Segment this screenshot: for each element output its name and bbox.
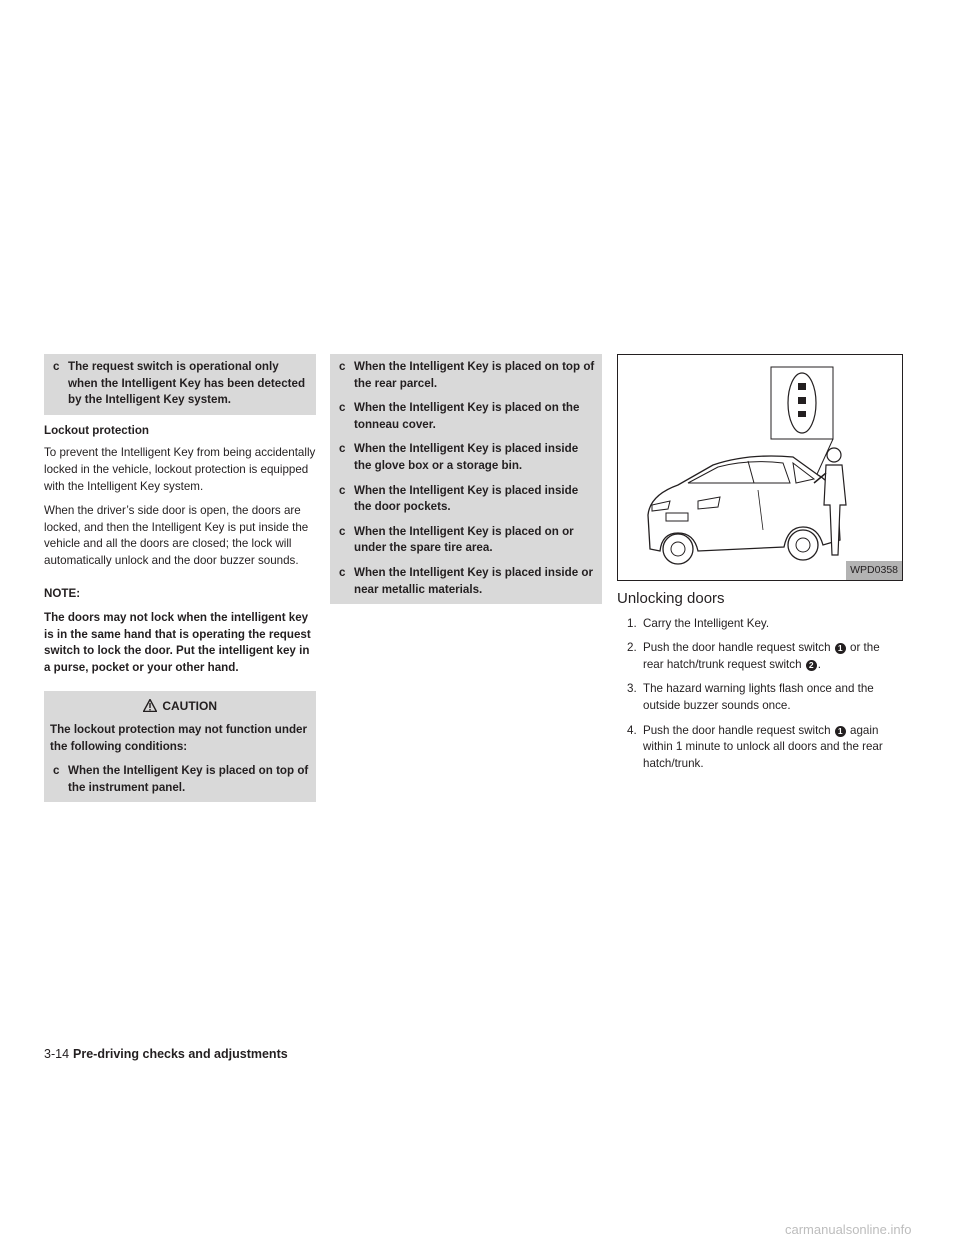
column-middle bbox=[330, 354, 602, 604]
bullet-mark: c bbox=[339, 524, 346, 538]
bullet-item bbox=[336, 400, 596, 433]
figure-label: WPD0358 bbox=[846, 561, 902, 580]
step-text: Carry the Intelligent Key. bbox=[643, 616, 770, 630]
page-footer bbox=[44, 1047, 288, 1061]
step-item bbox=[617, 681, 903, 714]
watermark: carmanualsonline.info bbox=[785, 1222, 912, 1237]
bullet-text: The request switch is operational only when the Intelligent Key has been detected by the Intelligent Key system. bbox=[68, 360, 306, 407]
callout-2-icon: 2 bbox=[806, 660, 817, 671]
caution-intro: The lockout protection may not function under the following conditions: bbox=[50, 723, 307, 753]
lockout-paragraph-1: To prevent the Intelligent Key from being accidentally locked in the vehicle, lockout protection is equipped with the Intelligent Key system. bbox=[44, 446, 316, 493]
bullet-text: When the Intelligent Key is placed on top of the instrument panel. bbox=[68, 764, 309, 794]
note-title: NOTE: bbox=[44, 586, 81, 600]
lockout-paragraph-2: When the driver’s side door is open, the doors are locked, and then the Intelligent Key is put inside the vehicle and all the doors are closed; the lock will automatically unlock and the door buzzer sounds. bbox=[44, 504, 309, 567]
bullet-text: When the Intelligent Key is placed on top of the rear parcel. bbox=[354, 360, 595, 390]
step-item bbox=[617, 616, 903, 633]
request-switch-note bbox=[44, 354, 316, 415]
step-text: again within 1 minute to unlock all doors and the rear hatch/trunk. bbox=[643, 723, 883, 770]
bullet-text: When the Intelligent Key is placed inside the glove box or a storage bin. bbox=[354, 442, 579, 472]
bullet-mark: c bbox=[53, 360, 60, 373]
bullet-mark: c bbox=[339, 401, 346, 415]
step-number: 1. bbox=[627, 616, 637, 630]
callout-1-icon: 1 bbox=[835, 726, 846, 737]
bullet-mark: c bbox=[339, 442, 346, 456]
lockout-heading: Lockout protection bbox=[44, 423, 149, 437]
bullet-item bbox=[336, 524, 596, 557]
car-illustration bbox=[618, 355, 902, 580]
bullet-text: When the Intelligent Key is placed on or under the spare tire area. bbox=[354, 524, 574, 555]
bullet-item bbox=[336, 441, 596, 474]
bullet-mark: c bbox=[53, 764, 60, 778]
step-text: Push the door handle request switch bbox=[643, 641, 831, 655]
column-left bbox=[44, 354, 316, 802]
caution-box bbox=[44, 691, 316, 803]
callout-1-icon: 1 bbox=[835, 643, 846, 654]
caution-header bbox=[50, 696, 310, 723]
step-item bbox=[617, 640, 903, 673]
note-body: The doors may not lock when the intelligent key is in the same hand that is operating the request switch to lock the door. Put the intelligent key in a purse, pocket or your other hand. bbox=[44, 611, 311, 674]
bullet-item bbox=[336, 565, 596, 598]
bullet-item bbox=[50, 763, 310, 796]
page-number: 3-14 bbox=[44, 1047, 70, 1061]
bullet-mark: c bbox=[339, 483, 346, 497]
caution-continued-box bbox=[330, 354, 602, 604]
figure-car-unlock bbox=[617, 354, 903, 581]
section-title: Unlocking doors bbox=[617, 590, 725, 607]
footer-section-title: Pre-driving checks and adjustments bbox=[73, 1047, 288, 1061]
bullet-mark: c bbox=[339, 565, 346, 579]
bullet-item bbox=[336, 483, 596, 516]
bullet-item bbox=[336, 359, 596, 392]
caution-title: CAUTION bbox=[162, 698, 217, 713]
unlock-steps bbox=[617, 616, 903, 773]
bullet-text: When the Intelligent Key is placed on the tonneau cover. bbox=[354, 401, 580, 431]
step-number: 4. bbox=[627, 723, 637, 737]
bullet-text: When the Intelligent Key is placed inside or near metallic materials. bbox=[354, 565, 594, 596]
warning-icon bbox=[143, 699, 157, 712]
bullet-text: When the Intelligent Key is placed inside the door pockets. bbox=[354, 483, 579, 514]
bullet-mark: c bbox=[339, 360, 346, 373]
step-text: or the rear hatch/trunk request switch bbox=[643, 641, 880, 671]
column-right bbox=[617, 354, 903, 780]
bullet-item bbox=[50, 359, 310, 409]
step-text: The hazard warning lights flash once and the outside buzzer sounds once. bbox=[643, 682, 874, 712]
step-item bbox=[617, 723, 903, 773]
step-text: . bbox=[817, 657, 821, 671]
step-text: Push the door handle request switch bbox=[643, 723, 831, 737]
step-number: 3. bbox=[627, 682, 637, 696]
step-number: 2. bbox=[627, 641, 637, 655]
